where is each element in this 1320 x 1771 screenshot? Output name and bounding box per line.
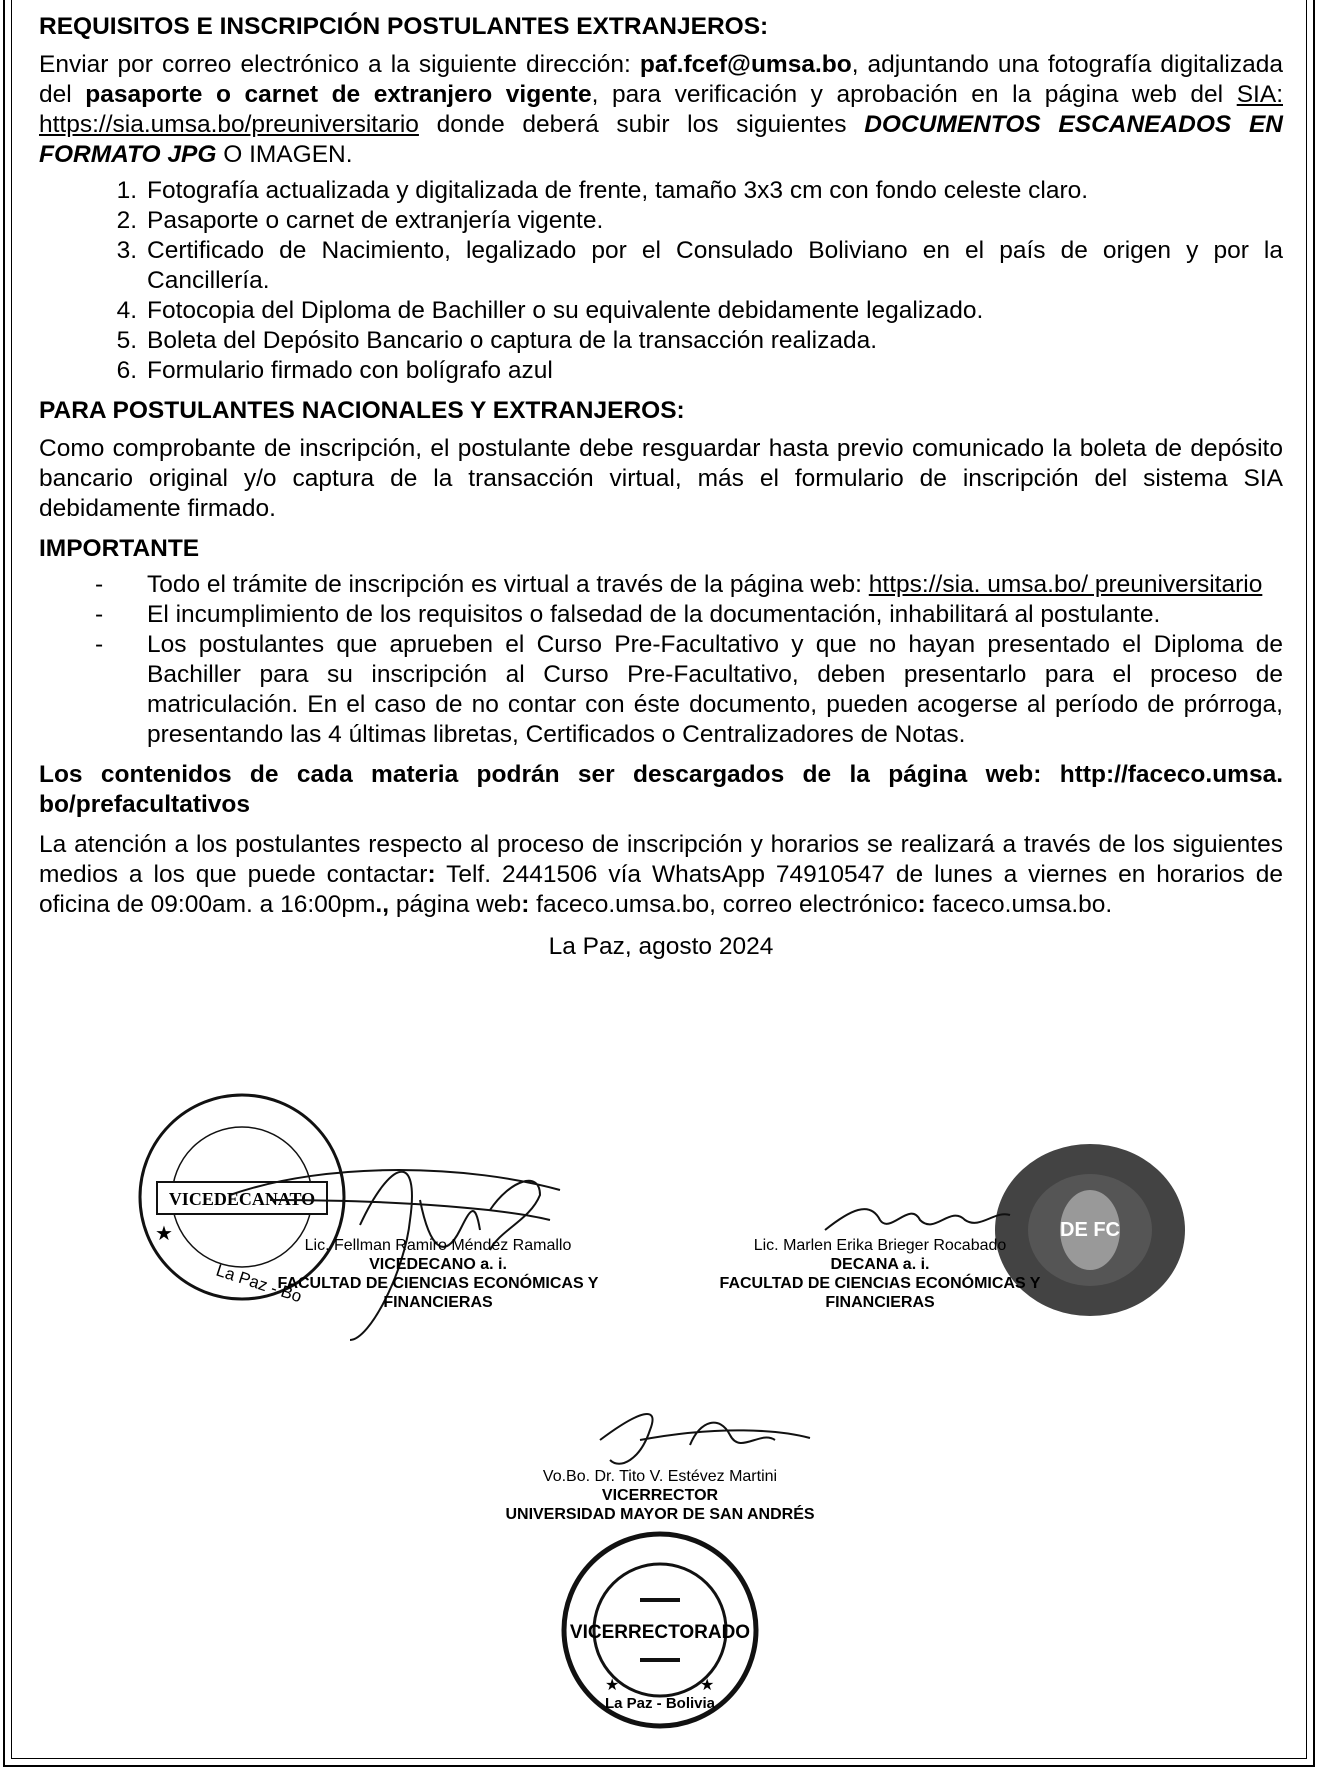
dean-signature [820,1190,1020,1240]
sia-link-2[interactable]: https://sia. umsa.bo/ preuniversitario [868,571,1263,598]
both-heading: PARA POSTULANTES NACIONALES Y EXTRANJEROS: [39,397,685,424]
foreign-heading: REQUISITOS E INSCRIPCIÓN POSTULANTES EXTRANJEROS: [39,13,769,40]
svg-text:VICERRECTORADO: VICERRECTORADO [569,1622,751,1643]
list-item: - Todo el trámite de inscripción es virtual a través de la página web: https://sia. umsa.bo/ preuniversitario [95,571,1263,598]
sia-link[interactable]: SIA: https://sia.umsa.bo/preuniversitario [39,81,1283,138]
document-body [39,12,1283,962]
vicerrectorado-stamp [560,1530,760,1730]
list-item: 4. Fotocopia del Diploma de Bachiller o su equivalente debidamente legalizado. [116,297,984,324]
svg-text:La Paz - Bolivia: La Paz - Bolivia [604,1695,716,1712]
both-text: Como comprobante de inscripción, el postulante debe resguardar hasta previo comunicado la boleta de depósito bancario original y/o captura de la transacción virtual, más el formulario de inscripción del sistema SIA debidamente firmado. [39,435,1283,522]
list-item: 6. Formulario firmado con bolígrafo azul [116,357,553,384]
important-heading: IMPORTANTE [39,535,200,562]
list-item: 5. Boleta del Depósito Bancario o captura de la transacción realizada. [116,327,877,354]
svg-text:La Paz - Bo: La Paz - Bo [213,1260,305,1307]
place-date: La Paz, agosto 2024 [548,933,774,960]
contents-note: Los contenidos de cada materia podrán ser descargados de la página web: http://faceco.umsa. bo/prefacultativos [39,761,1283,818]
svg-text:★: ★ [155,1223,173,1245]
foreign-requirements-list [39,176,1283,386]
list-item: - El incumplimiento de los requisitos o falsedad de la documentación, inhabilitará al postulante. [95,601,1161,628]
svg-text:DE FC: DE FC [1060,1219,1120,1241]
contact-paragraph: La atención a los postulantes respecto al proceso de inscripción y horarios se realizará a través de los siguientes medios a los que puede contactar: Telf. 2441506 vía WhatsApp 74910547 de lunes a viernes en horarios de oficina de 09:00am. a 16:00pm., página web: faceco.umsa.bo, correo electrónico: faceco.umsa.bo. [39,831,1283,918]
svg-text:★: ★ [700,1677,715,1694]
list-item: - Los postulantes que aprueben el Curso Pre-Facultativo y que no hayan presentado el Diploma de Bachiller para su inscripción al Curso Pre-Facultativo, deben presentarlo para el proceso de matriculación. En el caso de no contar con éste documento, pueden acogerse al período de prórroga, presentando las 4 últimas libretas, Certificados o Centralizadores de Notas. [95,631,1283,748]
important-list [39,570,1283,750]
foreign-intro: Enviar por correo electrónico a la siguiente dirección: paf.fcef@umsa.bo, adjuntando una fotografía digitalizada del pasaporte o carnet de extranjero vigente, para verificación y aprobación en la página web del SIA: https://sia.umsa.bo/preuniversitario donde deberá subir los siguientes DOCUMENTOS ESCANEADOS EN FORMATO JPG O IMAGEN. [39,51,1283,168]
vicerector-signature [580,1400,820,1475]
dean-signature-block: Lic. Marlen Erika Brieger Rocabado DECANA a. i. FACULTAD DE CIENCIAS ECONÓMICAS Y FINANCIERAS [719,1237,1041,1311]
svg-text:★: ★ [605,1677,620,1694]
list-item: 2. Pasaporte o carnet de extranjería vigente. [116,207,604,234]
svg-text:VICEDECANATO: VICEDECANATO [168,1189,316,1209]
vicerector-signature-block: Vo.Bo. Dr. Tito V. Estévez Martini VICERRECTOR UNIVERSIDAD MAYOR DE SAN ANDRÉS [505,1468,815,1523]
list-item: 1. Fotografía actualizada y digitalizada de frente, tamaño 3x3 cm con fondo celeste claro. [116,177,1089,204]
email-address: paf.fcef@umsa.bo [639,51,852,78]
list-item: 3. Certificado de Nacimiento, legalizado por el Consulado Boliviano en el país de origen y por la Cancillería. [116,237,1283,294]
vice-signature-block: Lic. Fellman Ramiro Méndez Ramallo VICEDECANO a. i. FACULTAD DE CIENCIAS ECONÓMICAS Y FINANCIERAS [277,1237,599,1311]
